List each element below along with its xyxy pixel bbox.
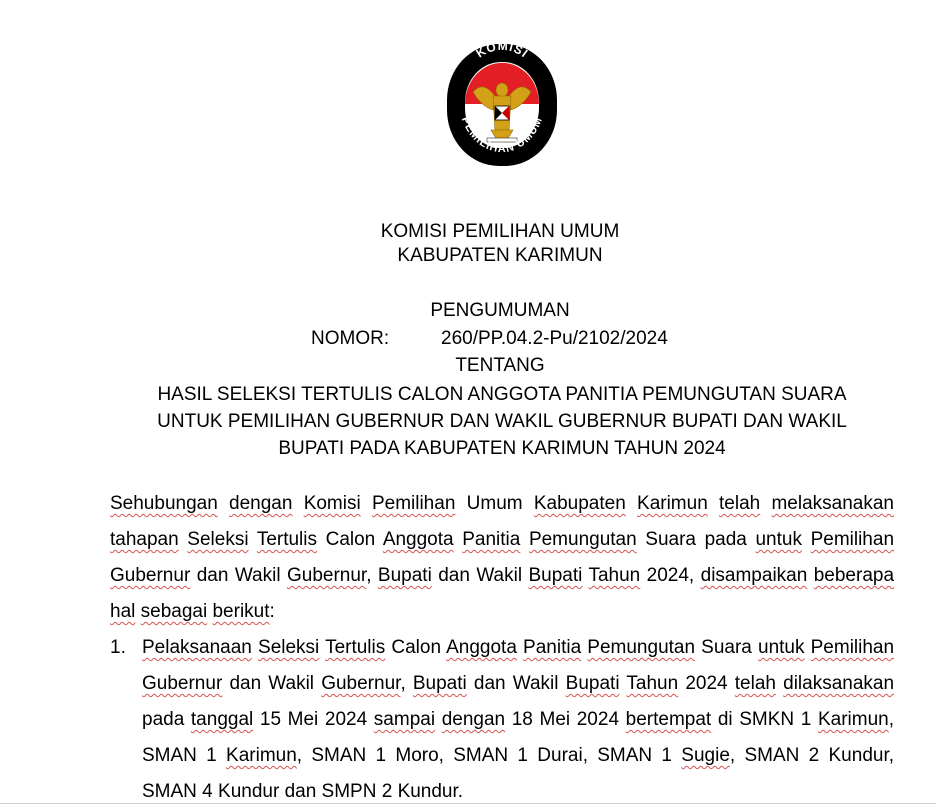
- announcement-number: [311, 326, 668, 352]
- spellcheck-word: Panitia: [523, 637, 582, 658]
- spellcheck-word: Pemilihan: [810, 529, 895, 550]
- spellcheck-word: Gubernur: [321, 673, 401, 694]
- spellcheck-word: dilaksanakan: [783, 673, 895, 694]
- spellcheck-word: Gubernur: [110, 565, 191, 586]
- spellcheck-word: Kabupaten: [533, 493, 626, 514]
- spellcheck-word: bertempat: [625, 709, 712, 730]
- spellcheck-word: untuk: [758, 637, 805, 658]
- subject-line: BUPATI PADA KABUPATEN KARIMUN TAHUN 2024: [278, 438, 726, 459]
- spellcheck-word: Karimun: [817, 709, 889, 730]
- spellcheck-word: Tertulis: [256, 529, 317, 550]
- spellcheck-word: tanggal: [190, 709, 254, 730]
- spellcheck-word: beberapa: [813, 565, 895, 586]
- body-paragraph: Sehubungan dengan Komisi Pemilihan Umum Kabupaten Karimun telah melaksanakan tahapan Seleksi Tertulis Calon Anggota Panitia Pemungutan Suara pada untuk Pemilihan Gubernur dan Wakil Gubernur, Bupati dan Wakil Bupati Tahun 2024, disampaikan beberapa hal sebagai berikut:: [110, 493, 895, 622]
- logo-bottom-text: PEMILIHAN UMUM: [458, 115, 546, 156]
- spellcheck-word: Pelaksanaan: [142, 637, 252, 658]
- numbered-list: [110, 630, 894, 810]
- list-item-text: Pelaksanaan Seleksi Tertulis Calon Anggota Panitia Pemungutan Suara untuk Pemilihan Gubernur dan Wakil Gubernur, Bupati dan Wakil Bupati Tahun 2024 telah dilaksanakan pada tanggal 15 Mei 2024 sampai dengan 18 Mei 2024 bertempat di SMKN 1 Karimun, SMAN 1 Karimun, SMAN 1 Moro, SMAN 1 Durai, SMAN 1 Sugie, SMAN 2 Kundur, SMAN 4 Kundur dan SMPN 2 Kundur.: [142, 637, 895, 802]
- spellcheck-word: Bupati: [528, 565, 583, 586]
- spellcheck-word: Anggota: [382, 529, 454, 550]
- spellcheck-word: sebagai: [140, 601, 208, 622]
- spellcheck-word: Anggota: [446, 637, 517, 658]
- spellcheck-word: Tahun: [626, 673, 679, 694]
- spellcheck-word: Gubernur: [142, 673, 223, 694]
- spellcheck-word: Bupati: [565, 673, 620, 694]
- spellcheck-word: Komisi: [303, 493, 361, 514]
- header-region: KABUPATEN KARIMUN: [397, 245, 603, 266]
- spellcheck-word: Bupati: [377, 565, 432, 586]
- spellcheck-word: Sugie: [681, 745, 730, 766]
- spellcheck-word: Pemungutan: [587, 637, 696, 658]
- spellcheck-word: Pemilihan: [371, 493, 456, 514]
- nomor-value: 260/PP.04.2-Pu/2102/2024: [441, 328, 668, 349]
- page-edge-divider: [0, 803, 936, 804]
- spellcheck-word: Pemungutan: [528, 529, 637, 550]
- kpu-logo: [443, 40, 561, 170]
- spellcheck-word: Panitia: [462, 529, 521, 550]
- list-item: [110, 630, 894, 810]
- announcement-title: PENGUMUMAN: [430, 300, 570, 321]
- announcement-tentang: TENTANG: [455, 355, 545, 376]
- announcement-subject: [110, 381, 894, 462]
- subject-line: HASIL SELEKSI TERTULIS CALON ANGGOTA PANITIA PEMUNGUTAN SUARA: [157, 384, 847, 405]
- spellcheck-word: Pemilihan: [810, 637, 895, 658]
- spellcheck-word: sampai: [373, 709, 436, 730]
- spellcheck-word: berikut: [212, 601, 270, 622]
- spellcheck-word: hal: [110, 601, 136, 622]
- spellcheck-word: Seleksi: [187, 529, 249, 550]
- list-item-number: 1.: [110, 637, 126, 658]
- header-institution: KOMISI PEMILIHAN UMUM: [380, 221, 620, 242]
- subject-line: UNTUK PEMILIHAN GUBERNUR DAN WAKIL GUBERNUR BUPATI DAN WAKIL: [157, 411, 847, 432]
- nomor-label: NOMOR:: [311, 328, 390, 349]
- spellcheck-word: Karimun: [226, 745, 297, 766]
- spellcheck-word: telah: [719, 493, 761, 514]
- spellcheck-word: dengan: [441, 709, 506, 730]
- spellcheck-word: Karimun: [637, 493, 708, 514]
- spellcheck-word: Tertulis: [325, 637, 386, 658]
- logo-top-text: KOMISI: [473, 40, 531, 61]
- spellcheck-word: Seleksi: [258, 637, 320, 658]
- spellcheck-word: telah: [734, 673, 776, 694]
- spellcheck-word: Gubernur: [286, 565, 367, 586]
- spellcheck-word: melaksanakan: [771, 493, 894, 514]
- spellcheck-word: Bupati: [412, 673, 467, 694]
- spellcheck-word: Sehubungan: [110, 493, 218, 514]
- spellcheck-word: Tahun: [588, 565, 641, 586]
- spellcheck-word: tahapan: [110, 529, 179, 550]
- spellcheck-word: dengan: [229, 493, 293, 514]
- spellcheck-word: disampaikan: [700, 565, 808, 586]
- spellcheck-word: untuk: [755, 529, 802, 550]
